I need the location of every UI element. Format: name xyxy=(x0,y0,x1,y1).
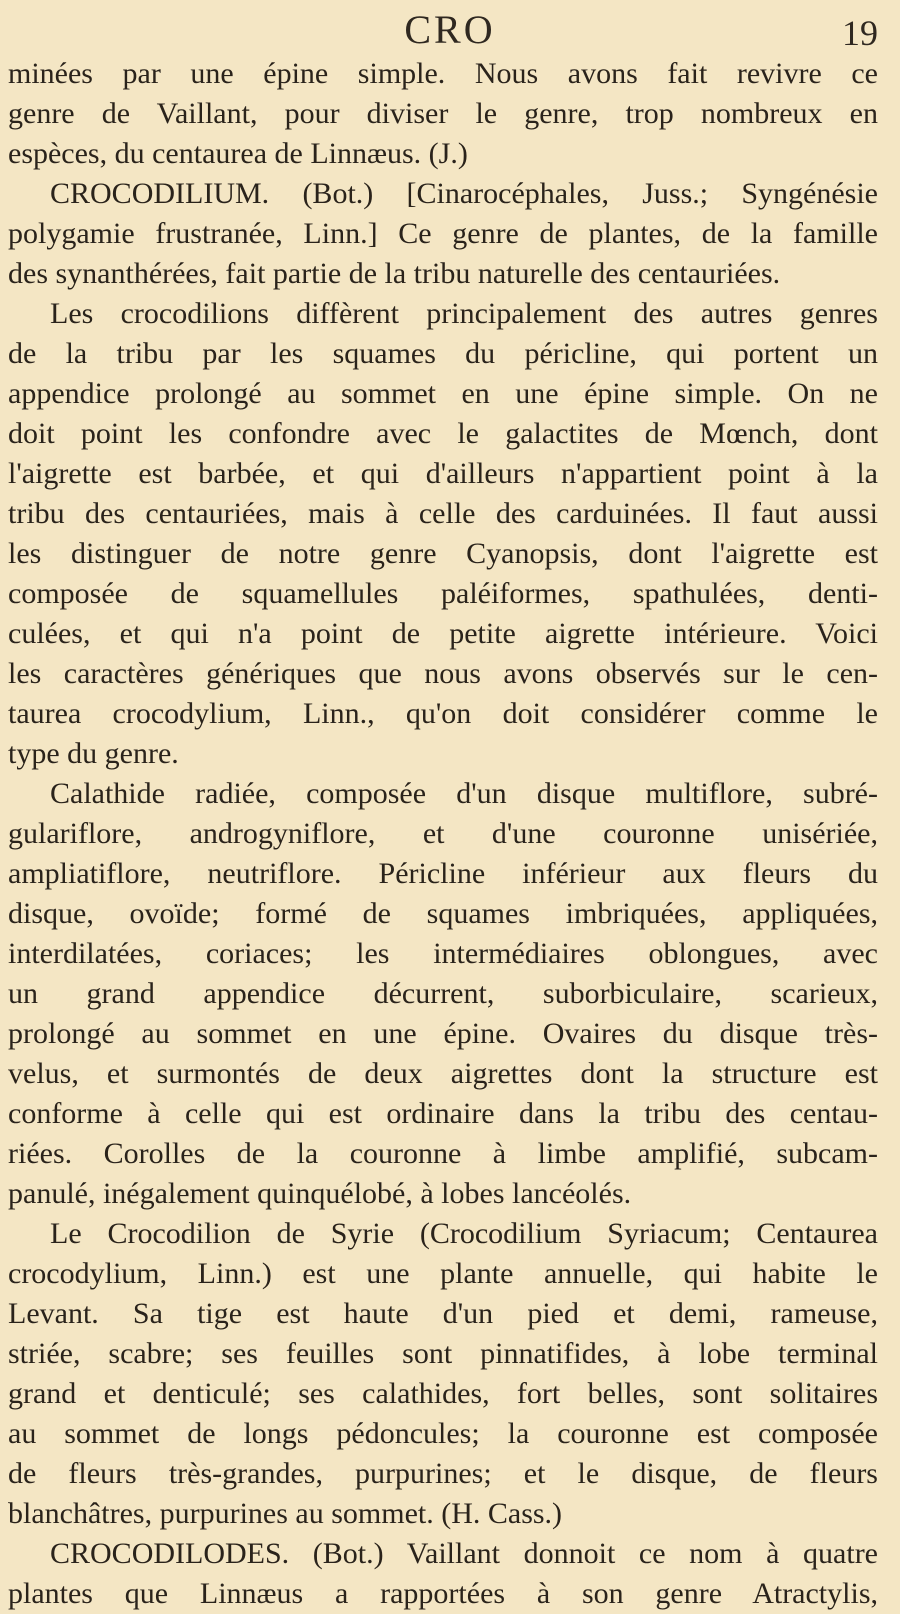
text-line: un grand appendice décurrent, suborbiculaire, scarieux, xyxy=(8,977,878,1010)
text-line: polygamie frustranée, Linn.] Ce genre de plantes, de la famille xyxy=(8,217,878,250)
text-line: espèces, du centaurea de Linnæus. (J.) xyxy=(8,137,468,170)
page-number: 19 xyxy=(842,13,878,53)
text-line: des synanthérées, fait partie de la tribu naturelle des centauriées. xyxy=(8,257,781,290)
text-line: blanchâtres, purpurines au sommet. (H. Cass.) xyxy=(8,1497,563,1530)
text-line: les distinguer de notre genre Cyanopsis, dont l'aigrette est xyxy=(8,537,878,570)
text-line: genre de Vaillant, pour diviser le genre, trop nombreux en xyxy=(8,97,878,130)
text-line: Le Crocodilion de Syrie (Crocodilium Syriacum; Centaurea xyxy=(50,1217,878,1250)
text-line: l'aigrette est barbée, et qui d'ailleurs n'appartient point à la xyxy=(8,457,878,490)
running-head xyxy=(0,6,900,56)
text-line: doit point les confondre avec le galactites de Mœnch, dont xyxy=(8,417,878,450)
text-line: panulé, inégalement quinquélobé, à lobes lancéolés. xyxy=(8,1177,632,1210)
text-line: composée de squamellules paléiformes, spathulées, denti- xyxy=(8,577,878,610)
text-line: de fleurs très-grandes, purpurines; et le disque, de fleurs xyxy=(8,1457,878,1490)
text-line: conforme à celle qui est ordinaire dans la tribu des centau- xyxy=(8,1097,878,1130)
text-line: culées, et qui n'a point de petite aigrette intérieure. Voici xyxy=(8,617,878,650)
text-line: Les crocodilions diffèrent principalement des autres genres xyxy=(50,297,878,330)
text-line: Calathide radiée, composée d'un disque multiflore, subré- xyxy=(50,777,878,810)
text-line: interdilatées, coriaces; les intermédiaires oblongues, avec xyxy=(8,937,878,970)
text-line: tribu des centauriées, mais à celle des carduinées. Il faut aussi xyxy=(8,497,878,530)
text-line: CROCODILODES. (Bot.) Vaillant donnoit ce nom à quatre xyxy=(50,1537,878,1570)
text-line: au sommet de longs pédoncules; la couronne est composée xyxy=(8,1417,878,1450)
text-line: type du genre. xyxy=(8,737,179,770)
text-line: Levant. Sa tige est haute d'un pied et demi, rameuse, xyxy=(8,1297,878,1330)
text-line: prolongé au sommet en une épine. Ovaires du disque très- xyxy=(8,1017,878,1050)
text-line: velus, et surmontés de deux aigrettes dont la structure est xyxy=(8,1057,878,1090)
text-line: taurea crocodylium, Linn., qu'on doit considérer comme le xyxy=(8,697,878,730)
body-text xyxy=(8,54,878,1614)
text-line: CROCODILIUM. (Bot.) [Cinarocéphales, Juss.; Syngénésie xyxy=(50,177,878,210)
text-line: appendice prolongé au sommet en une épine simple. On ne xyxy=(8,377,878,410)
text-line: gulariflore, androgyniflore, et d'une couronne unisériée, xyxy=(8,817,878,850)
text-line: minées par une épine simple. Nous avons fait revivre ce xyxy=(8,57,878,90)
running-head-title: CRO xyxy=(404,7,496,52)
text-line: les caractères génériques que nous avons observés sur le cen- xyxy=(8,657,878,690)
text-line: ampliatiflore, neutriflore. Péricline inférieur aux fleurs du xyxy=(8,857,878,890)
text-line: de la tribu par les squames du péricline, qui portent un xyxy=(8,337,878,370)
text-line: riées. Corolles de la couronne à limbe amplifié, subcam- xyxy=(8,1137,878,1170)
text-line: disque, ovoïde; formé de squames imbriquées, appliquées, xyxy=(8,897,878,930)
text-line: grand et denticulé; ses calathides, fort belles, sont solitaires xyxy=(8,1377,878,1410)
text-line: striée, scabre; ses feuilles sont pinnatifides, à lobe terminal xyxy=(8,1337,878,1370)
text-line: crocodylium, Linn.) est une plante annuelle, qui habite le xyxy=(8,1257,878,1290)
text-line: plantes que Linnæus a rapportées à son genre Atractylis, xyxy=(8,1577,878,1610)
